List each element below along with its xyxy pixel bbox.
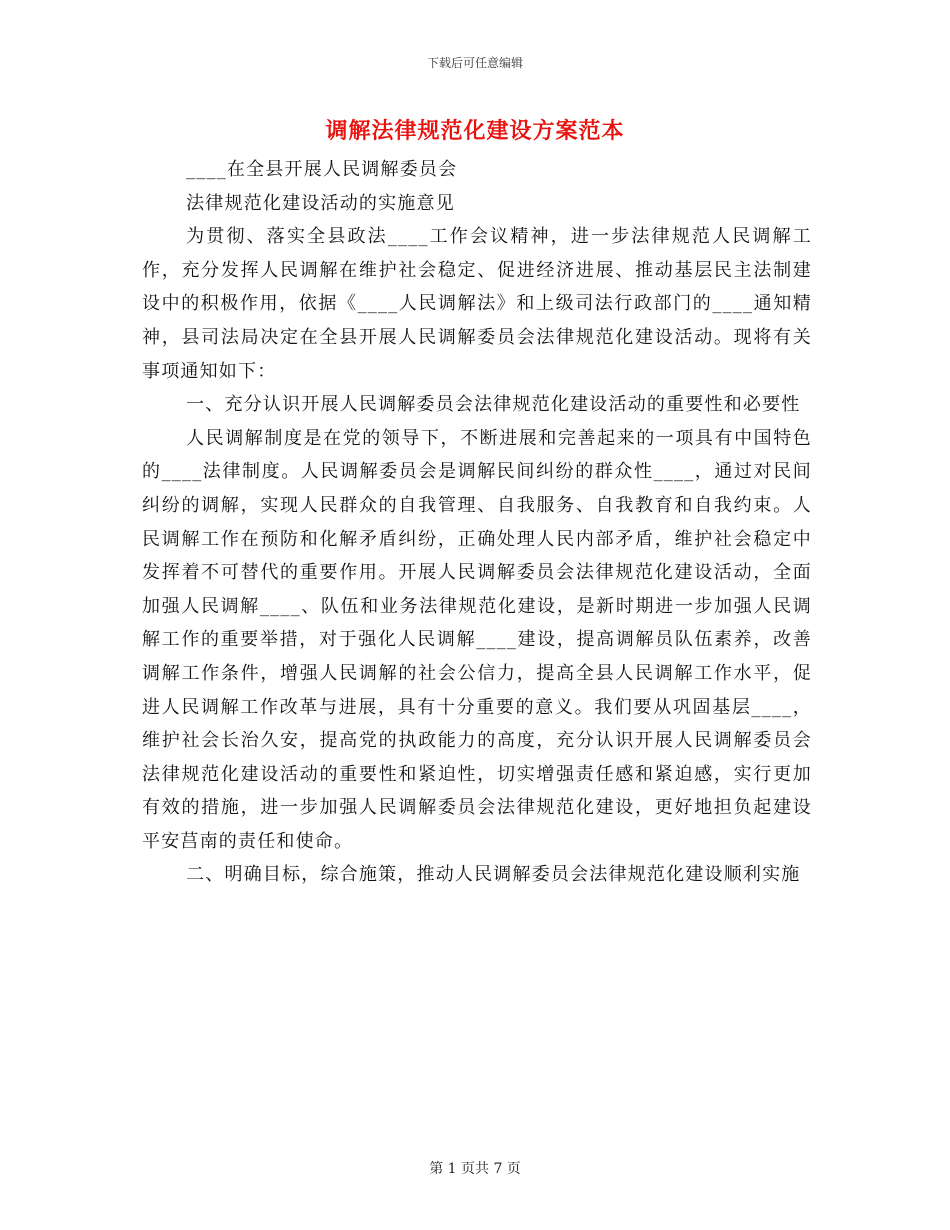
paragraph-1: ____在全县开展人民调解委员会: [186, 159, 458, 180]
section-heading-1: 一、充分认识开展人民调解委员会法律规范化建设活动的重要性和必要性: [186, 394, 801, 416]
paragraph-4: 人民调解制度是在党的领导下，不断进展和完善起来的一项具有中国特色的____法律制度。人民调解委员会是调解民间纠纷的群众性____，通过对民间纠纷的调解，实现人民群众的自我管理、自我服务、自我教育和自我约束。人民调解工作在预防和化解矛盾纠纷，正确处理人民内部矛盾，维护社会稳定中发挥着不可替代的重要作用。开展人民调解委员会法律规范化建设活动，全面加强人民调解____、队伍和业务法律规范化建设，是新时期进一步加强人民调解工作的重要举措，对于强化人民调解____建设，提高调解员队伍素养，改善调解工作条件，增强人民调解的社会公信力，提高全县人民调解工作水平，促进人民调解工作改革与进展，具有十分重要的意义。我们要从巩固基层____，维护社会长治久安，提高党的执政能力的高度，充分认识开展人民调解委员会法律规范化建设活动的重要性和紧迫性，切实增强责任感和紧迫感，实行更加有效的措施，进一步加强人民调解委员会法律规范化建设，更好地担负起建设平安莒南的责任和使命。: [142, 427, 812, 852]
page-number: 第 1 页共 7 页: [429, 1161, 521, 1177]
paragraph-2: 法律规范化建设活动的实施意见: [186, 192, 455, 214]
document-title: 调解法律规范化建设方案范本: [325, 118, 625, 144]
page-header-note: 下载后可任意编辑: [426, 56, 523, 70]
document-body: [142, 153, 812, 892]
paragraph-3: 为贯彻、落实全县政法____工作会议精神，进一步法律规范人民调解工作，充分发挥人民调解在维护社会稳定、促进经济进展、推动基层民主法制建设中的积极作用，依据《____人民调解法》和上级司法行政部门的____通知精神，县司法局决定在全县开展人民调解委员会法律规范化建设活动。现将有关事项通知如下：: [142, 226, 812, 382]
section-heading-2: 二、明确目标，综合施策，推动人民调解委员会法律规范化建设顺利实施: [186, 864, 801, 886]
